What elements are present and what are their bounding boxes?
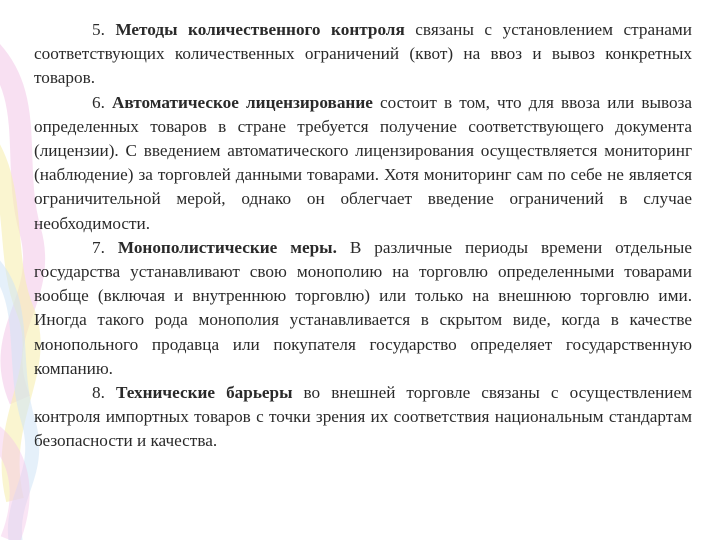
paragraph-number: 8.	[92, 383, 105, 403]
paragraph-number: 7.	[92, 237, 105, 257]
paragraph-6	[34, 91, 692, 236]
paragraph-text: связаны с установлением странами соответствующих количественных ограничений (квот) на ввоз и вывоз конкретных товаров.	[34, 20, 692, 88]
paragraph-heading: Автоматическое лицензирование	[112, 92, 373, 112]
paragraph-text: В различные периоды времени отдельные государства устанавливают свою монополию на торговлю определенными товарами вообще (включая и внутреннюю торговлю) или только на внешнюю торговлю ими. Иногда такого рода монополия устанавливается в скрытом виде, когда в качестве монопольного продавца или покупателя государство определяет государственную компанию.	[34, 237, 692, 378]
paragraph-heading: Монополистические меры.	[117, 237, 337, 257]
paragraph-number: 5.	[92, 20, 105, 39]
paragraph-7	[34, 236, 692, 381]
paragraph-5	[34, 18, 692, 91]
document-body	[34, 18, 692, 454]
paragraph-heading: Технические барьеры	[115, 383, 293, 403]
paragraph-text: во внешней торговле связаны с осуществлением контроля импортных товаров с точки зрения их соответствия национальным стандартам безопасности и качества.	[34, 383, 693, 451]
paragraph-8	[34, 381, 692, 454]
paragraph-text: состоит в том, что для ввоза или вывоза определенных товаров в стране требуется получение соответствующего документа (лицензии). С введением автоматического лицензирования осуществляется мониторинг (наблюдение) за торговлей данными товарами. Хотя мониторинг сам по себе не является ограничительной мерой, однако он облегчает введение ограничений в случае необходимости.	[34, 92, 693, 233]
paragraph-number: 6.	[92, 92, 105, 112]
paragraph-heading: Методы количественного контроля	[115, 20, 405, 39]
